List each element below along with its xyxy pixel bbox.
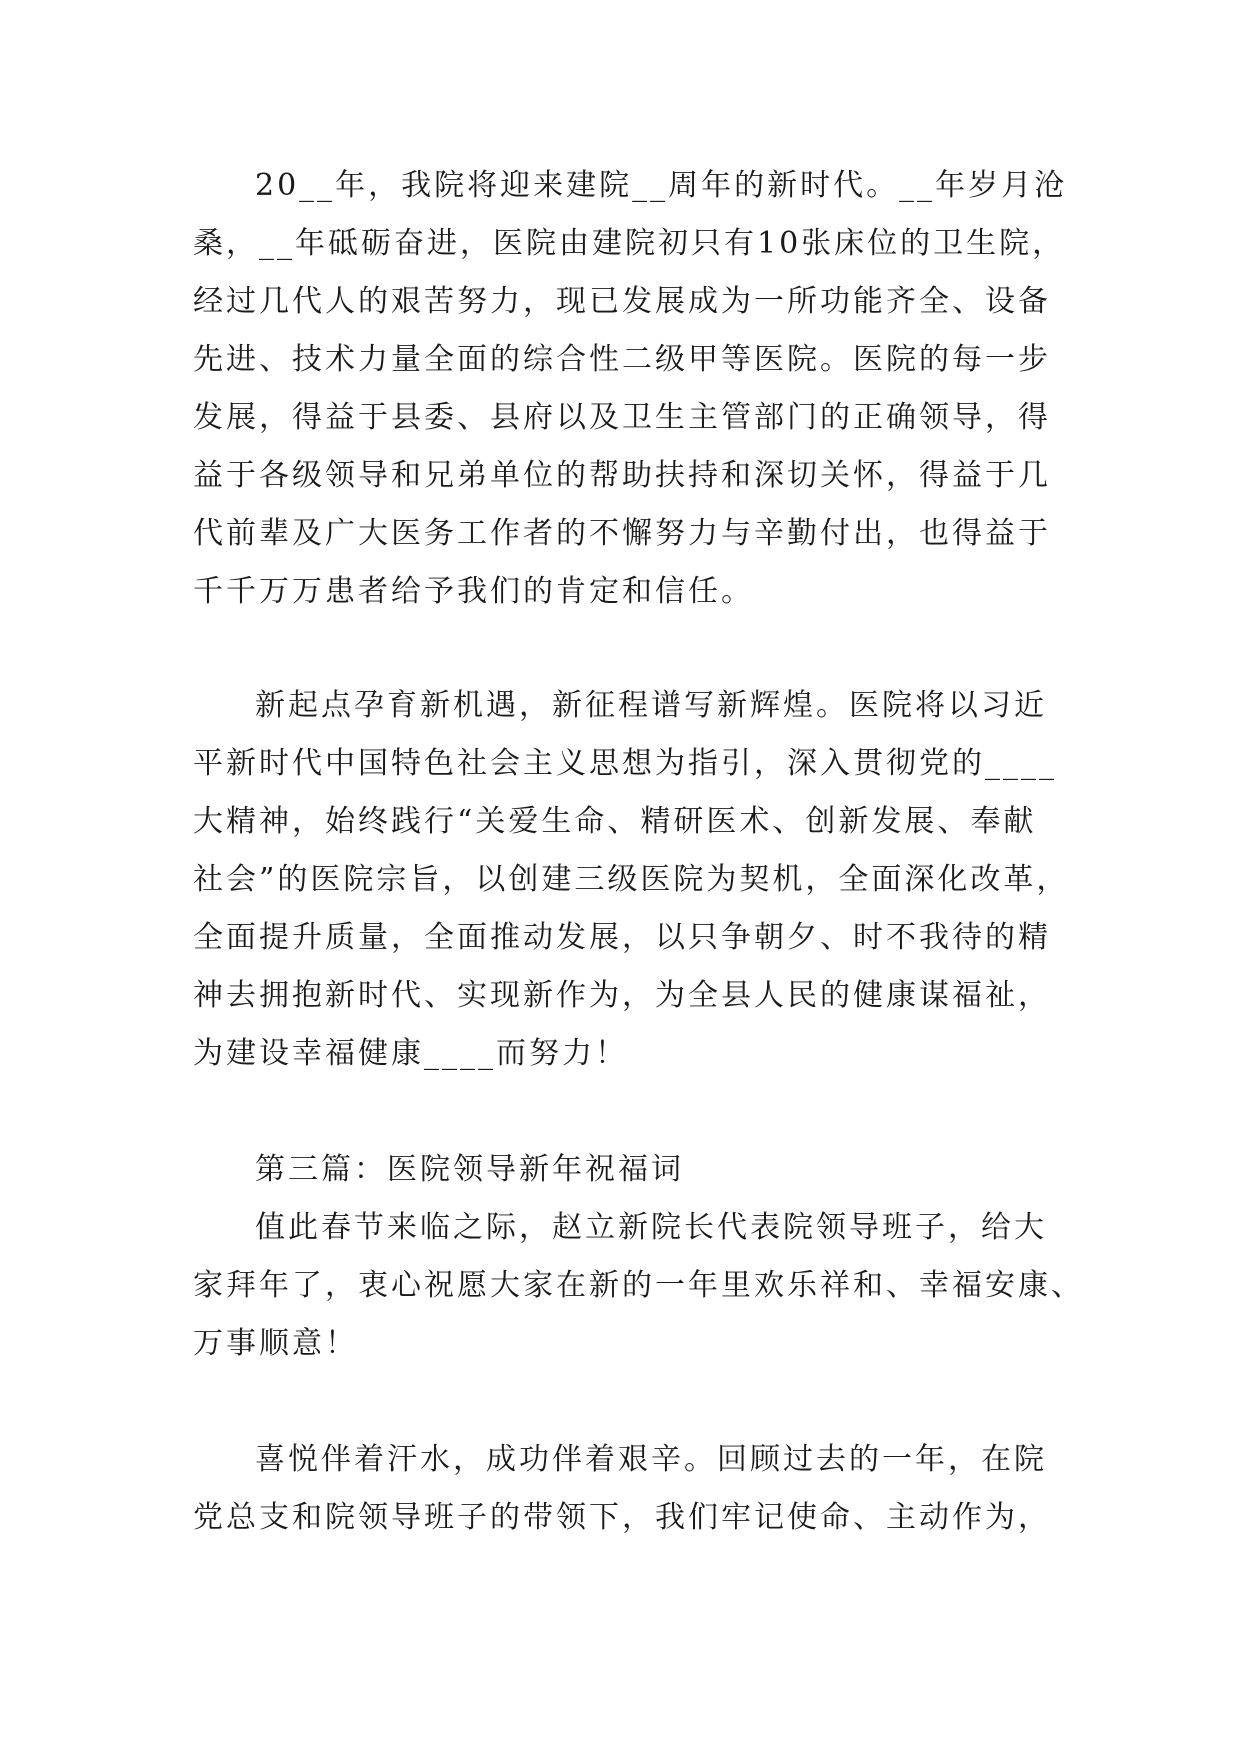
text-line: 经过几代人的艰苦努力，现已发展成为一所功能齐全、设备	[193, 284, 1051, 319]
text-line: 值此春节来临之际，赵立新院长代表院领导班子，给大	[255, 1210, 1047, 1245]
text-line: 桑，__年砥砺奋进，医院由建院初只有10张床位的卫生院，	[193, 226, 1066, 261]
text-line: 发展，得益于县委、县府以及卫生主管部门的正确领导，得	[193, 400, 1051, 435]
text-line: 新起点孕育新机遇，新征程谱写新辉煌。医院将以习近	[255, 688, 1047, 723]
text-line: 神去拥抱新时代、实现新作为，为全县人民的健康谋福祉，	[193, 978, 1051, 1013]
text-line: 党总支和院领导班子的带领下，我们牢记使命、主动作为，	[193, 1500, 1051, 1535]
paragraph-review	[193, 1431, 1073, 1547]
text-line: 万事顺意！	[193, 1326, 358, 1361]
text-line: 全面提升质量，全面推动发展，以只争朝夕、时不我待的精	[193, 920, 1051, 955]
text-line: 为建设幸福健康____而努力！	[193, 1036, 628, 1071]
paragraph-new-journey	[193, 677, 1073, 1083]
section-third-article	[193, 1141, 1084, 1373]
section-heading: 第三篇：医院领导新年祝福词	[255, 1152, 684, 1187]
text-line: 千千万万患者给予我们的肯定和信任。	[193, 574, 754, 609]
text-line: 平新时代中国特色社会主义思想为指引，深入贯彻党的____	[193, 746, 1057, 781]
text-line: 代前辈及广大医务工作者的不懈努力与辛勤付出，也得益于	[193, 516, 1051, 551]
text-line: 社会”的医院宗旨，以创建三级医院为契机，全面深化改革，	[193, 862, 1070, 897]
text-line: 家拜年了，衷心祝愿大家在新的一年里欢乐祥和、幸福安康、	[193, 1268, 1084, 1303]
text-line: 先进、技术力量全面的综合性二级甲等医院。医院的每一步	[193, 342, 1051, 377]
paragraph-anniversary	[193, 157, 1073, 621]
text-line: 大精神，始终践行“关爱生命、精研医术、创新发展、奉献	[193, 804, 1037, 839]
text-line: 20__年，我院将迎来建院__周年的新时代。__年岁月沧	[255, 168, 1068, 203]
text-line: 益于各级领导和兄弟单位的帮助扶持和深切关怀，得益于几	[193, 458, 1051, 493]
text-line: 喜悦伴着汗水，成功伴着艰辛。回顾过去的一年，在院	[255, 1442, 1047, 1477]
